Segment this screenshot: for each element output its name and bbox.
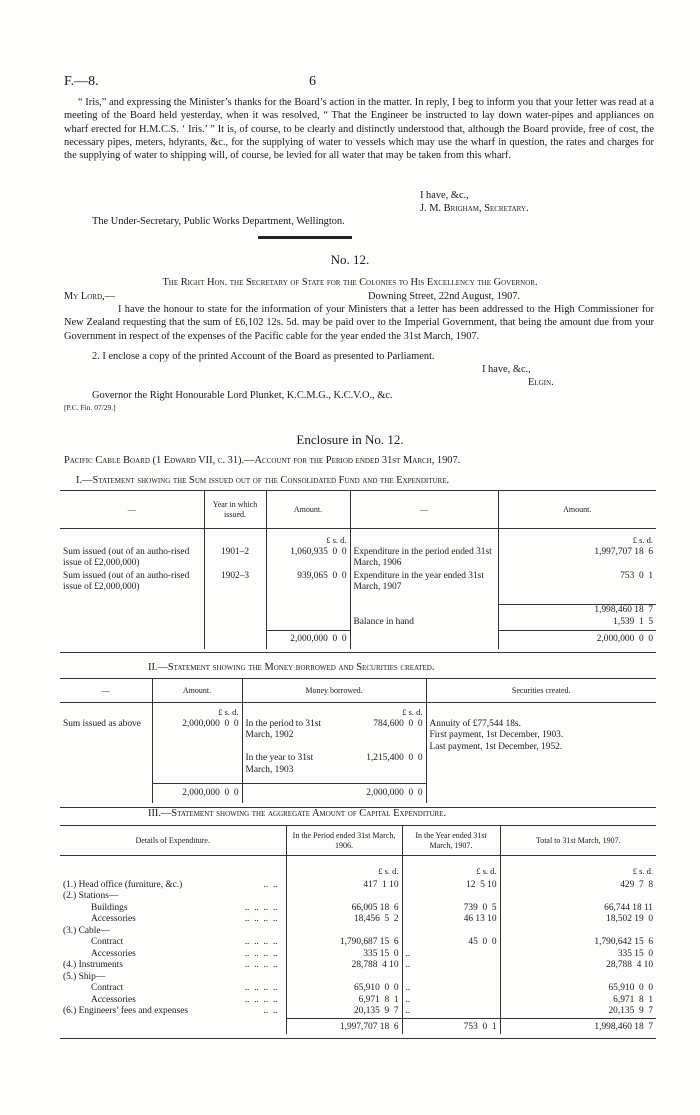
s3-row-leader-dots: .. .. .. .. — [244, 948, 278, 959]
enclosure-title: Enclosure in No. 12. — [296, 432, 404, 447]
salutation: My Lord,— — [64, 291, 116, 302]
s1-header-desc-right: — — [350, 491, 498, 529]
s3-row-amount-a: 65,910 0 0 — [286, 983, 402, 995]
s3-row — [60, 995, 656, 1007]
s3-row — [60, 960, 656, 972]
s1-right-row-1-amount: 1,997,707 18 6 — [594, 546, 653, 557]
s1-header-desc: — — [60, 491, 204, 529]
s3-row-label: (5.) Ship— — [63, 971, 106, 982]
from-to-text: The Right Hon. the Secretary of State for the Colonies to His Excellency the Governor. — [162, 277, 538, 288]
s3-row-label-cell — [60, 995, 286, 1007]
s2-borrowed-2-amount: 1,215,400 0 0 — [330, 753, 426, 783]
s3-row-amount-a — [286, 972, 402, 984]
file-reference: [P.C. Fin. 07/29.] — [64, 403, 116, 412]
s3-row-label-cell — [60, 983, 286, 995]
s3-row-amount-a — [286, 891, 402, 903]
s3-row — [60, 1006, 656, 1018]
s3-row-amount-c: 66,744 18 11 — [604, 902, 653, 913]
s3-header-details: Details of Expenditure. — [60, 826, 286, 856]
s3-row-leader-dots: .. .. .. .. — [244, 994, 278, 1005]
s3-row — [60, 880, 656, 892]
s3-row — [60, 949, 656, 961]
s3-row-label-cell — [60, 949, 286, 961]
s3-row-amount-b: .. — [402, 995, 500, 1007]
s3-row-amount-b: 739 0 5 — [402, 903, 500, 915]
s1-unit-left: £ s. d. — [266, 529, 350, 547]
s3-row-amount-a: 18,456 5 2 — [286, 914, 402, 926]
s3-row-label-cell — [60, 937, 286, 949]
s1-balance-label: Balance in hand — [350, 617, 498, 631]
s3-unit-b: £ s. d. — [402, 856, 500, 880]
s3-header-year-1907: In the Year ended 31st March, 1907. — [402, 826, 500, 856]
s3-row-label-cell — [60, 914, 286, 926]
s3-row-leader-dots: .. .. .. .. — [244, 902, 278, 913]
s3-row-amount-c: 335 15 0 — [617, 948, 653, 959]
s3-row-amount-c: 429 7 8 — [620, 879, 653, 890]
s3-row-amount-c: 6,971 8 1 — [613, 994, 653, 1005]
s3-row-label-cell — [60, 880, 286, 892]
intro-paragraph: “ Iris,” and expressing the Minister’s thanks for the Board’s action in the matter. In reply, I beg to inform you that your letter was read at a meeting of the Board held yesterday, when it was resolved, “ That the Engineer be instructed to lay down water-pipes and appliances on wharf erected for H.M.C.S. ‘ Iris.’ ” It is, of course, to be clearly and distinctly understood that, although the Board provide, free of cost, the necessary pipes, meters, hdyrants, &c., for the supplying of water to vessels which may use the wharf in question, the rates and charges for the supplying of water to shipping will, of course, be levied for all water that may be taken from this wharf. — [64, 97, 654, 162]
s3-row-amount-a: 1,790,687 15 6 — [286, 937, 402, 949]
s3-row-leader-dots: .. .. — [263, 1006, 278, 1016]
s1-left-row-2-year: 1902–3 — [204, 571, 266, 595]
s3-total-c: 1,998,460 18 7 — [500, 1018, 656, 1034]
s2-borrowed-2-desc: In the year to 31st March, 1903 — [245, 753, 314, 775]
letter-closing: I have, &c., — [482, 364, 531, 375]
s3-row-amount-a: 20,135 9 7 — [286, 1006, 402, 1018]
s3-row-label-cell — [60, 972, 286, 984]
s3-row-amount-c: 65,910 0 0 — [608, 983, 653, 993]
s1-right-row-2-desc: Expenditure in the year ended 31st March, 1907 — [350, 571, 498, 595]
s3-row-label: Accessories — [91, 948, 136, 959]
s3-row-amount-c: 28,788 4 10 — [606, 960, 653, 970]
s2-security-line-3: Last payment, 1st December, 1952. — [429, 741, 563, 752]
s2-securities — [426, 719, 656, 754]
letter-addressee: Governor the Right Honourable Lord Plunket, K.C.M.G., K.C.V.O., &c. — [92, 390, 393, 401]
s3-row-amount-b: .. — [402, 960, 500, 972]
s2-row-amount: 2,000,000 0 0 — [152, 719, 242, 754]
s3-row-amount-c: 20,135 9 7 — [608, 1006, 653, 1016]
s3-row-leader-dots: .. .. — [263, 879, 278, 890]
s3-row-label: Buildings — [91, 902, 128, 913]
s3-unit-a: £ s. d. — [286, 856, 402, 880]
s3-row-leader-dots: .. .. .. .. — [244, 960, 278, 970]
letter-title: No. 12. — [330, 252, 370, 267]
s3-row — [60, 937, 656, 949]
s3-row-label-cell — [60, 891, 286, 903]
s2-unit-borrowed: £ s. d. — [330, 703, 426, 719]
s1-left-row-2-amount: 939,065 0 0 — [266, 571, 350, 595]
s3-row — [60, 972, 656, 984]
s3-row-amount-b: 45 0 0 — [402, 937, 500, 949]
s3-row-label-cell — [60, 1006, 286, 1018]
s1-right-total: 2,000,000 0 0 — [498, 631, 656, 649]
s3-row-label: (3.) Cable— — [63, 925, 110, 936]
place-date: Downing Street, 22nd August, 1907. — [368, 291, 521, 302]
s3-row — [60, 926, 656, 938]
s2-header-securities: Securities created. — [511, 685, 571, 695]
s3-row-amount-c: 18,502 19 0 — [606, 914, 653, 924]
s3-row-amount-a: 28,788 4 10 — [286, 960, 402, 972]
s2-header-amount: Amount. — [152, 679, 242, 703]
s1-right-row-1-desc: Expenditure in the period ended 31st March, 1906 — [350, 547, 498, 571]
s3-header-total: Total to 31st March, 1907. — [535, 835, 621, 845]
s3-rows — [60, 880, 656, 1019]
s1-header-year: Year in which issued. — [204, 491, 266, 529]
document-ref: F.—8. — [64, 74, 99, 89]
s2-security-line-1: Annuity of £77,544 18s. — [429, 718, 521, 729]
s2-security-line-2: First payment, 1st December, 1903. — [429, 730, 564, 740]
s2-total-amount: 2,000,000 0 0 — [152, 783, 242, 803]
s3-row-label-cell — [60, 903, 286, 915]
s3-unit-c: £ s. d. — [632, 866, 653, 876]
s3-row-amount-b: 46 13 10 — [402, 914, 500, 926]
letter-paragraph-2: 2. I enclose a copy of the printed Account of the Board as presented to Parliament. — [92, 351, 435, 362]
s3-row-amount-c: 1,790,642 15 6 — [594, 937, 653, 947]
s1-unit-right: £ s. d. — [632, 535, 653, 545]
s3-row-leader-dots: .. .. .. .. — [244, 914, 278, 924]
s3-row-leader-dots: .. .. .. .. — [244, 937, 278, 947]
s3-row-label: (4.) Instruments — [63, 960, 123, 970]
s1-right-row-2-amount: 753 0 1 — [620, 570, 653, 581]
s3-row-amount-a — [286, 926, 402, 938]
s3-row — [60, 914, 656, 926]
s1-left-total: 2,000,000 0 0 — [266, 631, 350, 649]
s2-borrowed-1-desc: In the period to 31st March, 1902 — [245, 718, 322, 740]
s3-row-amount-b: .. — [402, 1006, 500, 1018]
s3-row-amount-b — [402, 972, 500, 984]
s3-row-amount-c — [500, 926, 656, 938]
s1-right-subtotal: 1,998,460 18 7 — [498, 605, 656, 617]
s3-row-label: Contract — [91, 937, 124, 947]
intro-closing: I have, &c., — [420, 190, 469, 201]
s3-row-amount-b: 12 5 10 — [402, 880, 500, 892]
s3-row-label: (1.) Head office (furniture, &c.) — [63, 879, 183, 890]
s3-row-label-cell — [60, 926, 286, 938]
intro-signature: J. M. Brigham, Secretary. — [420, 203, 529, 214]
s2-header-desc: — — [60, 679, 152, 703]
s3-row-amount-c — [500, 891, 656, 903]
intro-addressee: The Under-Secretary, Public Works Department, Wellington. — [92, 216, 345, 227]
s3-row — [60, 903, 656, 915]
enclosure-subtitle: Pacific Cable Board (1 Edward VII, c. 31).—Account for the Period ended 31st March, 1907. — [64, 455, 461, 466]
s3-row-leader-dots: .. .. .. .. — [244, 983, 278, 993]
s1-left-row-2-desc: Sum issued (out of an autho-rised issue of £2,000,000) — [60, 571, 204, 595]
page-header — [64, 74, 636, 90]
s1-balance-amount: 1,539 1 5 — [613, 616, 653, 627]
s3-row-amount-a: 335 15 0 — [286, 949, 402, 961]
statement-2-title: II.—Statement showing the Money borrowed and Securities created. — [148, 662, 435, 673]
s1-left-row-1-amount: 1,060,935 0 0 — [266, 547, 350, 571]
s2-borrowed-1-amount: 784,600 0 0 — [330, 719, 426, 754]
statement-3-table — [60, 825, 656, 1039]
s3-row-label: Accessories — [91, 914, 136, 924]
s3-row-amount-b — [402, 926, 500, 938]
statement-3-title: III.—Statement showing the aggregate Amount of Capital Expenditure. — [148, 808, 447, 819]
statement-2-table — [60, 678, 656, 808]
s3-row-label: Accessories — [91, 994, 136, 1005]
letter-paragraph-1: I have the honour to state for the information of your Ministers that a letter has been addressed to the High Commissioner for New Zealand requesting that the sum of £6,102 12s. 5d. may be paid over to the Imperial Government, that being the amount due from your Government in respect of the expenses of the Pacific cable for the year ended the 31st March, 1907. — [64, 304, 654, 342]
s1-header-amount-right: Amount. — [563, 504, 592, 514]
s3-row-amount-a: 66,005 18 6 — [286, 903, 402, 915]
s3-row-label: (6.) Engineers’ fees and expenses — [63, 1006, 189, 1016]
section-divider — [258, 236, 352, 239]
s3-row-label: Contract — [91, 983, 124, 993]
s1-left-row-1-desc: Sum issued (out of an autho-rised issue of £2,000,000) — [60, 547, 204, 571]
s3-header-period-1906: In the Period ended 31st March, 1906. — [286, 826, 402, 856]
s3-row-amount-a: 6,971 8 1 — [286, 995, 402, 1007]
s2-header-borrowed: Money borrowed. — [242, 679, 426, 703]
statement-1-title: I.—Statement showing the Sum issued out of the Consolidated Fund and the Expenditure. — [76, 475, 450, 486]
s3-row-amount-a: 417 1 10 — [286, 880, 402, 892]
letter-from-to — [0, 276, 700, 289]
s3-row-amount-b: .. — [402, 949, 500, 961]
s3-row — [60, 983, 656, 995]
s3-row-amount-c — [500, 972, 656, 984]
s3-row-label-cell — [60, 960, 286, 972]
s3-row-amount-b — [402, 891, 500, 903]
s2-unit-amount: £ s. d. — [152, 703, 242, 719]
s1-left-row-1-year: 1901–2 — [204, 547, 266, 571]
s2-row-desc: Sum issued as above — [60, 719, 152, 754]
s2-total-borrowed: 2,000,000 0 0 — [330, 783, 426, 803]
s3-row-label: (2.) Stations— — [63, 891, 119, 901]
s1-header-amount-left: Amount. — [266, 491, 350, 529]
s3-total-a: 1,997,707 18 6 — [286, 1018, 402, 1034]
letter-signature: Elgin. — [528, 377, 554, 388]
page-number: 6 — [309, 74, 316, 89]
s3-total-b: 753 0 1 — [402, 1018, 500, 1034]
s3-row-amount-b: .. — [402, 983, 500, 995]
s3-row — [60, 891, 656, 903]
statement-1-table — [60, 490, 656, 653]
